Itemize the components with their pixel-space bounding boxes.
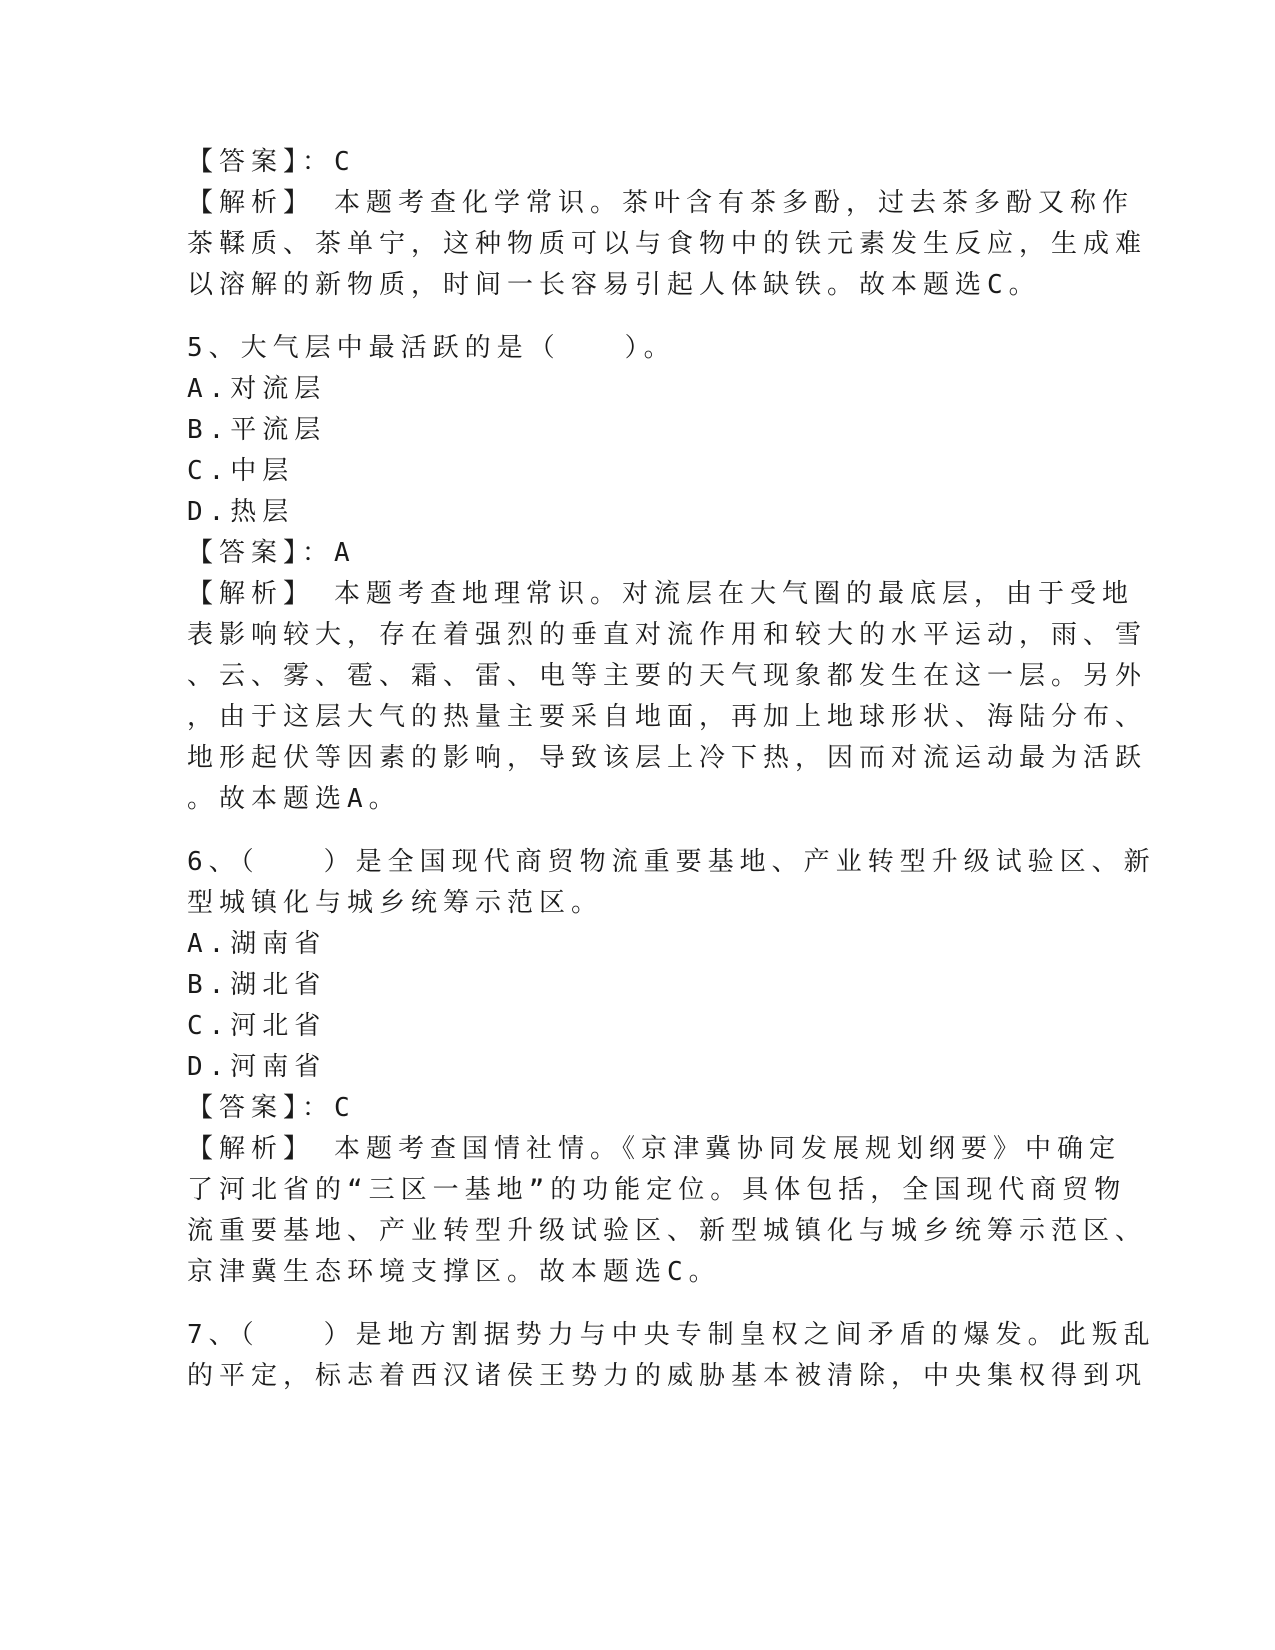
q4-analysis-line: 【解析】 本题考查化学常识。茶叶含有茶多酚，过去茶多酚又称作 [187, 188, 1135, 218]
q6-analysis-line: 京津冀生态环境支撑区。故本题选C。 [187, 1257, 721, 1287]
q6-option-b: B.湖北省 [187, 970, 327, 1000]
q5-analysis-line: 【解析】 本题考查地理常识。对流层在大气圈的最底层，由于受地 [187, 579, 1135, 609]
q4-analysis-line: 茶鞣质、茶单宁，这种物质可以与食物中的铁元素发生反应，生成难 [187, 229, 1148, 259]
q6-option-c: C.河北省 [187, 1011, 327, 1041]
q7-stem-line: 的平定，标志着西汉诸侯王势力的威胁基本被清除，中央集权得到巩 [187, 1361, 1148, 1391]
q5-option-b: B.平流层 [187, 415, 327, 445]
q6-analysis-line: 了河北省的“三区一基地”的功能定位。具体包括，全国现代商贸物 [187, 1175, 1127, 1205]
q6-answer: 【答案】：C [187, 1093, 356, 1123]
q5-analysis-line: 、云、雾、雹、霜、雷、电等主要的天气现象都发生在这一层。另外 [187, 661, 1148, 691]
q5-option-c: C.中层 [187, 456, 295, 486]
q6-option-d: D.河南省 [187, 1052, 327, 1082]
q5-analysis-line: 地形起伏等因素的影响，导致该层上冷下热，因而对流运动最为活跃 [187, 743, 1148, 773]
q6-stem-line: 型城镇化与城乡统筹示范区。 [187, 888, 604, 918]
q6-analysis-line: 流重要基地、产业转型升级试验区、新型城镇化与城乡统筹示范区、 [187, 1216, 1148, 1246]
q5-analysis-line: 。故本题选A。 [187, 784, 401, 814]
q5-option-d: D.热层 [187, 497, 295, 527]
q5-answer: 【答案】：A [187, 538, 356, 568]
q4-analysis-line: 以溶解的新物质，时间一长容易引起人体缺铁。故本题选C。 [187, 270, 1041, 300]
q5-option-a: A.对流层 [187, 374, 327, 404]
q7-stem-line: 7、（ ）是地方割据势力与中央专制皇权之间矛盾的爆发。此叛乱 [187, 1320, 1156, 1350]
q6-analysis-line: 【解析】 本题考查国情社情。《京津冀协同发展规划纲要》中确定 [187, 1134, 1122, 1164]
q6-option-a: A.湖南省 [187, 929, 327, 959]
q4-answer: 【答案】：C [187, 147, 356, 177]
q5-stem: 5、大气层中最活跃的是（ ）。 [187, 333, 676, 363]
q5-analysis-line: ，由于这层大气的热量主要采自地面，再加上地球形状、海陆分布、 [187, 702, 1148, 732]
q6-stem-line: 6、（ ）是全国现代商贸物流重要基地、产业转型升级试验区、新 [187, 847, 1156, 877]
q5-analysis-line: 表影响较大，存在着强烈的垂直对流作用和较大的水平运动，雨、雪 [187, 620, 1148, 650]
